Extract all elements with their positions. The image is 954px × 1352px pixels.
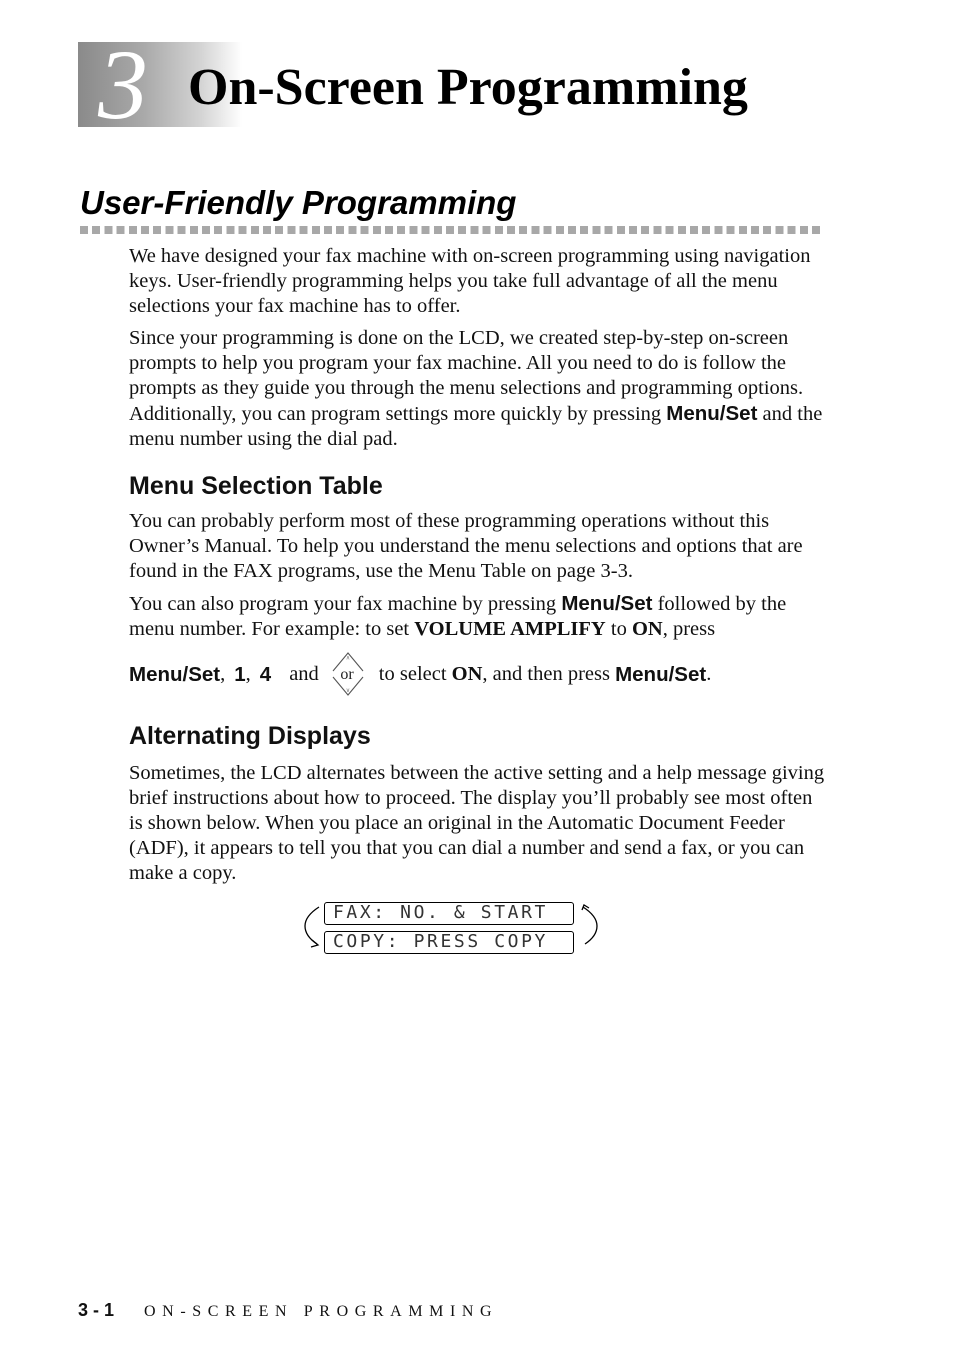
- section-divider: [80, 226, 822, 234]
- alternate-arrow-right-icon: [579, 904, 601, 954]
- text-span: You can also program your fax machine by pressing: [129, 593, 557, 615]
- intro-p2-end: and the menu number using the dial pad.: [129, 403, 823, 450]
- menu-set-key-label: Menu/Set: [666, 402, 758, 425]
- menu-set-key-label: Menu/Set: [561, 592, 653, 615]
- key-4-label: 4: [259, 662, 272, 686]
- text-span: followed by the menu number. For example: to set: [129, 593, 787, 640]
- navigation-key-icon: [331, 649, 365, 699]
- running-footer-title: ON-SCREEN PROGRAMMING: [144, 1303, 499, 1320]
- intro-p2-text: Since your programming is done on the LCD, we created step-by-step on-screen prompts to help you program your fax machine. All you need to do is follow the prompts as they guide you through the menu selections and programming options. Additionally, you can program settings more quickly by pressing: [129, 327, 804, 425]
- intro-paragraph-2: [129, 326, 829, 452]
- lcd-display-illustration: [129, 896, 829, 958]
- menu-set-key-label: Menu/Set: [129, 662, 221, 686]
- svg-text:∨: ∨: [345, 688, 350, 694]
- text-span: .: [706, 662, 712, 685]
- menu-selection-paragraph-1: You can probably perform most of these programming operations without this Owner’s Manual. To help you understand the menu selections and options that are found in the FAX programs, use the Menu Table on page 3-3.: [129, 510, 803, 582]
- key-1-label: 1: [234, 662, 246, 686]
- menu-set-key-label: Menu/Set: [615, 662, 707, 686]
- setting-value: ON: [451, 662, 483, 685]
- key-sequence-line: [129, 649, 829, 699]
- page-number: 3 - 1: [78, 1300, 115, 1320]
- text-span: ,: [245, 662, 251, 685]
- menu-selection-paragraph-2: [129, 591, 829, 642]
- setting-value: ON: [631, 618, 663, 640]
- text-span: , press: [662, 618, 716, 640]
- text-span: ,: [220, 662, 226, 685]
- chapter-title: On-Screen Programming: [188, 59, 748, 116]
- nav-key-or-label: or: [340, 666, 354, 683]
- text-span: to: [610, 618, 627, 640]
- lcd-line-2: COPY: PRESS COPY: [324, 931, 574, 954]
- menu-selection-heading: Menu Selection Table: [129, 472, 383, 500]
- setting-name: VOLUME AMPLIFY: [414, 618, 606, 640]
- lcd-line-1: FAX: NO. & START: [324, 902, 574, 925]
- text-span: , and then press: [482, 662, 610, 685]
- section-title: User-Friendly Programming: [80, 184, 517, 221]
- text-span: and: [289, 662, 319, 685]
- alternating-displays-heading: Alternating Displays: [129, 722, 371, 750]
- text-span: to select: [378, 662, 447, 685]
- alternate-arrow-left-icon: [301, 904, 323, 954]
- intro-paragraph-1: We have designed your fax machine with on-screen programming using navigation keys. User-friendly programming helps you take full advantage of all the menu selections your fax machine has to offer.: [129, 245, 811, 317]
- page-content: [129, 244, 829, 958]
- svg-text:∧: ∧: [345, 655, 350, 662]
- chapter-number: 3: [98, 29, 148, 140]
- page-footer: [78, 1300, 498, 1321]
- alternating-paragraph: Sometimes, the LCD alternates between the active setting and a help message giving brief instructions about how to proceed. The display you’ll probably see most often is shown below. When you place an original in the Automatic Document Feeder (ADF), it appears to tell you that you can dial a number and send a fax, or you can make a copy.: [129, 762, 825, 884]
